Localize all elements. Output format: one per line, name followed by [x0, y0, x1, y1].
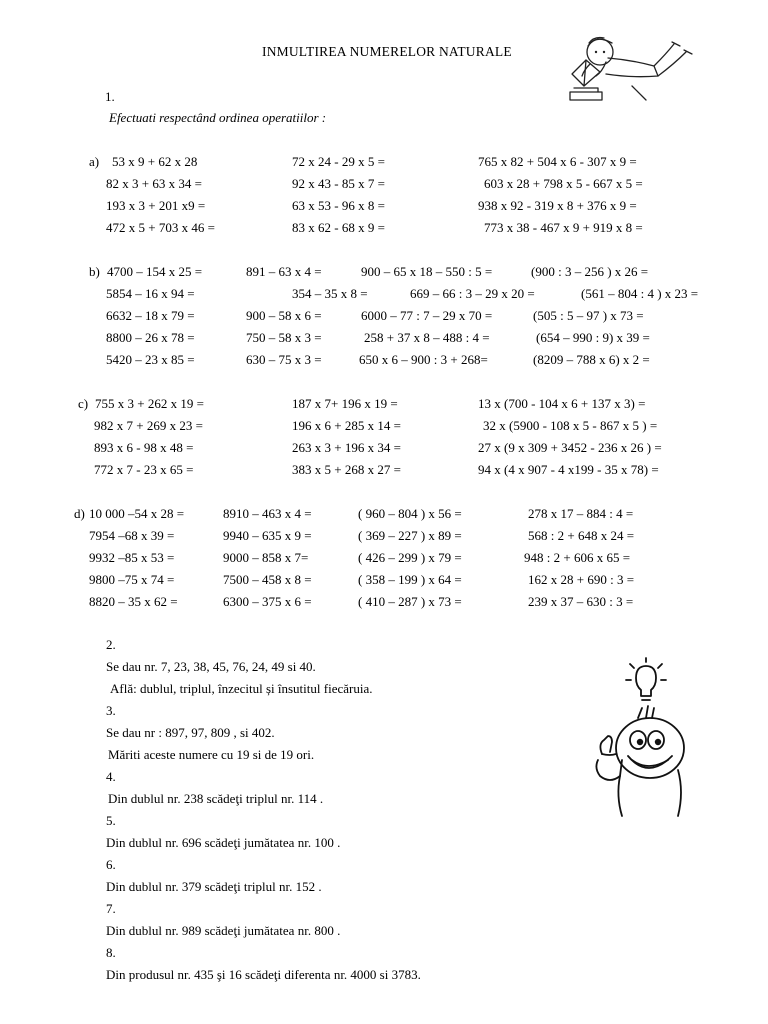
problem-number: 2. — [106, 637, 116, 652]
expression: 196 x 6 + 285 x 14 = — [292, 418, 401, 433]
expression: 263 x 3 + 196 x 34 = — [292, 440, 401, 455]
expression: 893 x 6 - 98 x 48 = — [94, 440, 194, 455]
expression: 900 – 65 x 18 – 550 : 5 = — [361, 264, 493, 279]
expression: 10 000 –54 x 28 = — [89, 506, 185, 521]
expression: 6000 – 77 : 7 – 29 x 70 = — [361, 308, 493, 323]
expression: ( 358 – 199 ) x 64 = — [358, 572, 462, 587]
section-d-label: d) — [74, 506, 85, 521]
expression: 938 x 92 - 319 x 8 + 376 x 9 = — [478, 198, 637, 213]
expression: 72 x 24 - 29 x 5 = — [292, 154, 385, 169]
expression: 92 x 43 - 85 x 7 = — [292, 176, 385, 191]
expression: 5420 – 23 x 85 = — [106, 352, 195, 367]
problem-text: Din produsul nr. 435 şi 16 scădeţi diferenta nr. 4000 si 3783. — [106, 967, 421, 982]
section-b-label: b) — [89, 264, 100, 279]
expression: 630 – 75 x 3 = — [246, 352, 322, 367]
expression: 765 x 82 + 504 x 6 - 307 x 9 = — [478, 154, 637, 169]
exercise-instruction: Efectuati respectând ordinea operatiilor : — [109, 110, 327, 125]
expression: (654 – 990 : 9) x 39 = — [536, 330, 650, 345]
expression: ( 960 – 804 ) x 56 = — [358, 506, 462, 521]
expression: 7500 – 458 x 8 = — [223, 572, 312, 587]
expression: 948 : 2 + 606 x 65 = — [524, 550, 631, 565]
idea-character-icon — [580, 656, 710, 821]
expression: 193 x 3 + 201 x9 = — [106, 198, 206, 213]
expression: 258 + 37 x 8 – 488 : 4 = — [364, 330, 490, 345]
problem-text: Află: dublul, triplul, înzecitul și însutitul fiecăruia. — [110, 681, 373, 696]
problem-number: 3. — [106, 703, 116, 718]
expression: 82 x 3 + 63 x 34 = — [106, 176, 202, 191]
problem-text: Din dublul nr. 696 scădeţi jumătatea nr. 100 . — [106, 835, 341, 850]
problem-text: Se dau nr. 7, 23, 38, 45, 76, 24, 49 si 40. — [106, 659, 316, 674]
expression: 7954 –68 x 39 = — [89, 528, 175, 543]
expression: 383 x 5 + 268 x 27 = — [292, 462, 401, 477]
page-title: INMULTIREA NUMERELOR NATURALE — [262, 44, 512, 59]
problem-number: 6. — [106, 857, 116, 872]
problem-number: 5. — [106, 813, 116, 828]
expression: 5854 – 16 x 94 = — [106, 286, 195, 301]
expression: 8820 – 35 x 62 = — [89, 594, 178, 609]
expression: (900 : 3 – 256 ) x 26 = — [531, 264, 649, 279]
problem-text: Din dublul nr. 989 scădeţi jumătatea nr. 800 . — [106, 923, 341, 938]
expression: 27 x (9 x 309 + 3452 - 236 x 26 ) = — [478, 440, 662, 455]
expression: 603 x 28 + 798 x 5 - 667 x 5 = — [484, 176, 643, 191]
expression: 94 x (4 x 907 - 4 x199 - 35 x 78) = — [478, 462, 659, 477]
expression: (561 – 804 : 4 ) x 23 = — [581, 286, 699, 301]
expression: 278 x 17 – 884 : 4 = — [528, 506, 634, 521]
expression: 354 – 35 x 8 = — [292, 286, 368, 301]
expression: 982 x 7 + 269 x 23 = — [94, 418, 203, 433]
expression: (8209 – 788 x 6) x 2 = — [533, 352, 650, 367]
problem-number: 8. — [106, 945, 116, 960]
problem-text: Măriti aceste numere cu 19 si de 19 ori. — [108, 747, 315, 762]
expression: 8910 – 463 x 4 = — [223, 506, 312, 521]
expression: 9800 –75 x 74 = — [89, 572, 175, 587]
expression: 239 x 37 – 630 : 3 = — [528, 594, 634, 609]
expression: 32 x (5900 - 108 x 5 - 867 x 5 ) = — [483, 418, 658, 433]
expression: 669 – 66 : 3 – 29 x 20 = — [410, 286, 535, 301]
problem-number: 4. — [106, 769, 116, 784]
problem-number: 7. — [106, 901, 116, 916]
expression: 772 x 7 - 23 x 65 = — [94, 462, 194, 477]
expression: 83 x 62 - 68 x 9 = — [292, 220, 385, 235]
expression: 891 – 63 x 4 = — [246, 264, 322, 279]
expression: 755 x 3 + 262 x 19 = — [95, 396, 204, 411]
expression: 900 – 58 x 6 = — [246, 308, 322, 323]
expression: 162 x 28 + 690 : 3 = — [528, 572, 635, 587]
expression: 9940 – 635 x 9 = — [223, 528, 312, 543]
exercise-number: 1. — [105, 89, 115, 104]
expression: ( 426 – 299 ) x 79 = — [358, 550, 462, 565]
expression: 472 x 5 + 703 x 46 = — [106, 220, 215, 235]
problem-text: Din dublul nr. 379 scădeţi triplul nr. 152 . — [106, 879, 322, 894]
expression: 650 x 6 – 900 : 3 + 268= — [359, 352, 488, 367]
expression: 568 : 2 + 648 x 24 = — [528, 528, 635, 543]
expression: 6300 – 375 x 6 = — [223, 594, 312, 609]
expression: 6632 – 18 x 79 = — [106, 308, 195, 323]
expression: 9000 – 858 x 7= — [223, 550, 309, 565]
expression: 53 x 9 + 62 x 28 — [112, 154, 198, 169]
section-a-label: a) — [89, 154, 100, 169]
problem-text: Se dau nr : 897, 97, 809 , si 402. — [106, 725, 275, 740]
reading-child-icon — [562, 30, 702, 110]
expression: 8800 – 26 x 78 = — [106, 330, 195, 345]
expression: 750 – 58 x 3 = — [246, 330, 322, 345]
problem-text: Din dublul nr. 238 scădeţi triplul nr. 114 . — [108, 791, 324, 806]
expression: ( 410 – 287 ) x 73 = — [358, 594, 462, 609]
expression: 9932 –85 x 53 = — [89, 550, 175, 565]
expression: 773 x 38 - 467 x 9 + 919 x 8 = — [484, 220, 643, 235]
expression: 4700 – 154 x 25 = — [107, 264, 203, 279]
expression: 13 x (700 - 104 x 6 + 137 x 3) = — [478, 396, 646, 411]
expression: 63 x 53 - 96 x 8 = — [292, 198, 385, 213]
expression: 187 x 7+ 196 x 19 = — [292, 396, 398, 411]
section-c-label: c) — [78, 396, 89, 411]
expression: (505 : 5 – 97 ) x 73 = — [533, 308, 644, 323]
expression: ( 369 – 227 ) x 89 = — [358, 528, 462, 543]
